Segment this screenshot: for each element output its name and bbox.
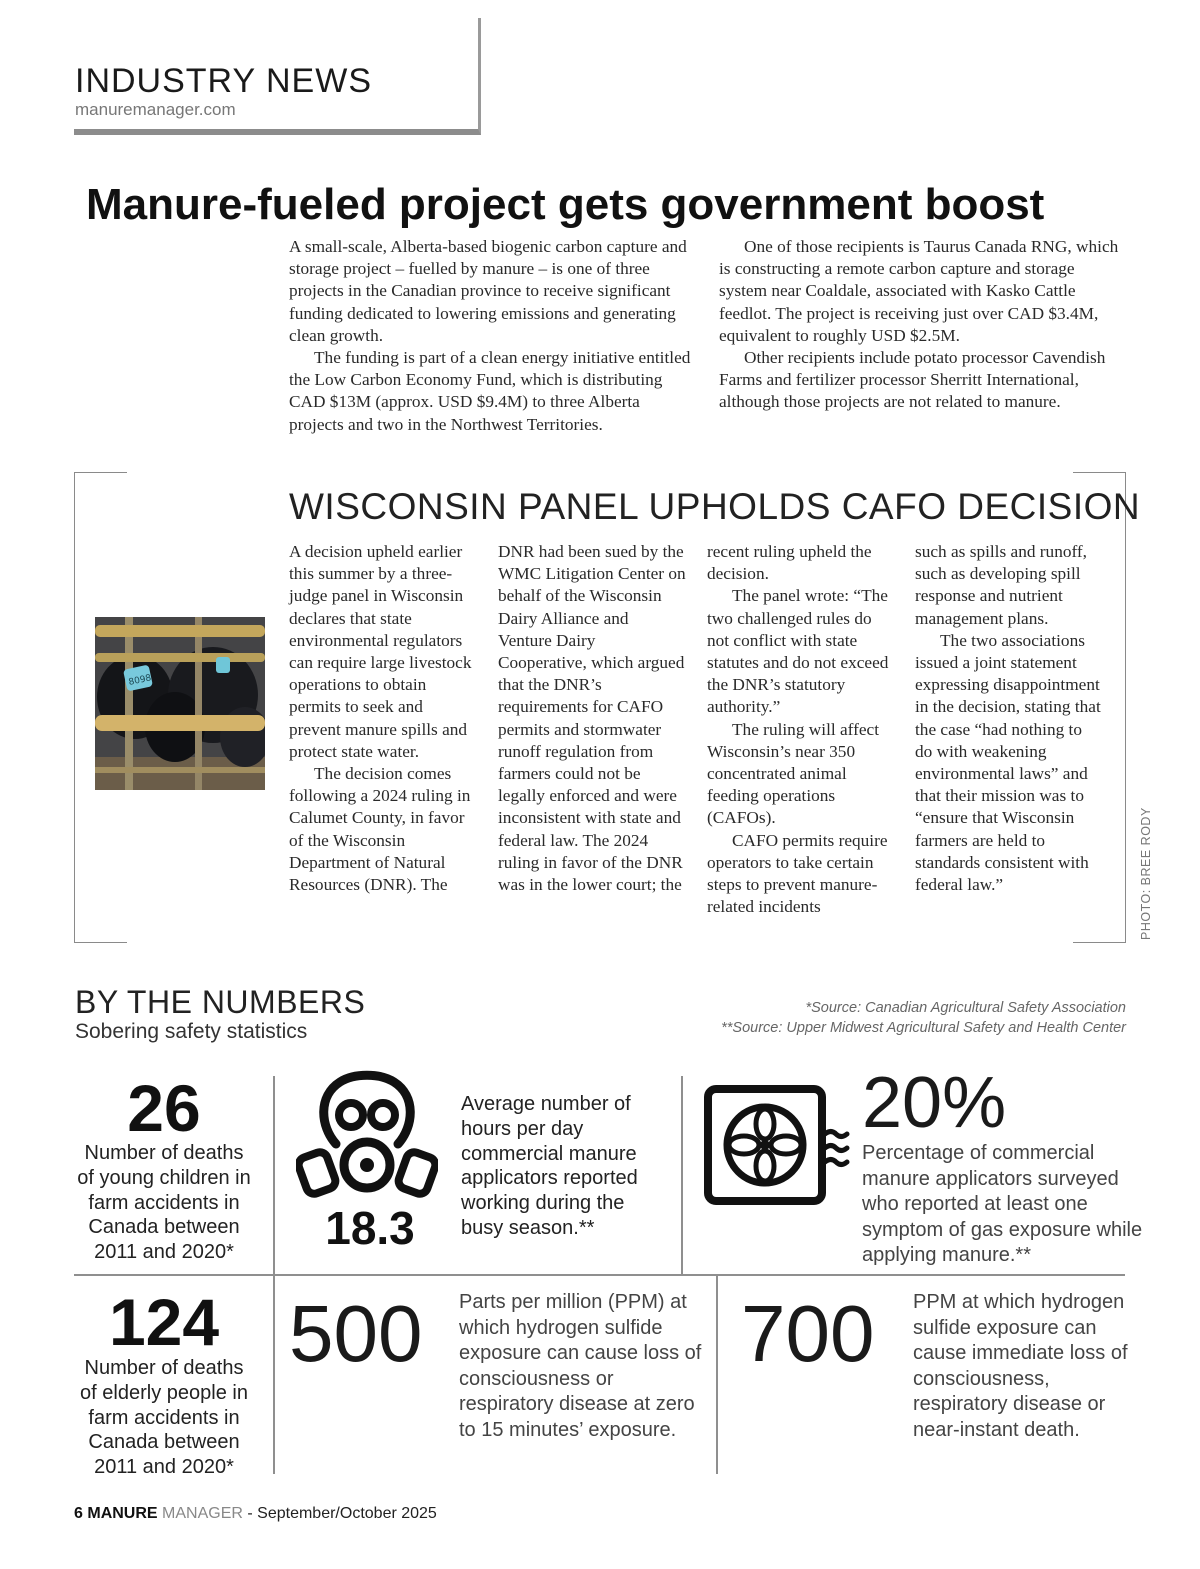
article2-column-1 bbox=[289, 541, 477, 896]
article2-paragraph: The ruling will affect Wisconsin’s near 350 concentrated animal feeding operations (CAFOs). bbox=[707, 719, 880, 828]
photo-credit bbox=[1134, 808, 1164, 940]
page-footer bbox=[74, 1505, 437, 1523]
article2-column-2 bbox=[498, 541, 686, 896]
article2-column-3 bbox=[707, 541, 895, 918]
article2-paragraph: DNR had been sued by the WMC Litigation Center on behalf of the Wisconsin Dairy Alliance and Venture Dairy Cooperative, which argued that the DNR’s requirements for CAFO permits and stormwater runoff regulation from farmers could not be legally enforced and were inconsistent with state and federal law. The 2024 ruling in favor of the DNR was in the lower court; the bbox=[498, 542, 686, 895]
ear-tag-number: 8098 bbox=[127, 673, 153, 688]
magazine-brand-light: MANAGER bbox=[162, 1505, 243, 1522]
stat-value: 700 bbox=[741, 1289, 875, 1378]
article1-paragraph: A small-scale, Alberta-based biogenic carbon capture and storage project – fuelled by manure – is one of three projects in the Canadian province to receive significant funding dedicated to lowering emissions and generating clean growth. bbox=[289, 237, 687, 345]
article2-paragraph: CAFO permits require operators to take certain steps to prevent manure-related incidents bbox=[707, 830, 888, 917]
grid-divider bbox=[716, 1274, 718, 1474]
article2-paragraph: recent ruling upheld the decision. bbox=[707, 542, 872, 584]
grid-divider bbox=[273, 1274, 275, 1474]
article2-paragraph: such as spills and runoff, such as developing spill response and nutrient management plans. bbox=[915, 542, 1087, 628]
page-number: 6 bbox=[74, 1505, 83, 1522]
numbers-title: BY THE NUMBERS bbox=[75, 984, 366, 1020]
grid-divider bbox=[681, 1076, 683, 1274]
grid-divider bbox=[74, 1274, 1125, 1276]
source-note-1: *Source: Canadian Agricultural Safety Association bbox=[805, 1000, 1126, 1016]
stat-value: 18.3 bbox=[325, 1202, 415, 1254]
issue-date: - September/October 2025 bbox=[247, 1505, 437, 1522]
gas-mask-icon bbox=[296, 1070, 438, 1210]
article1-headline: Manure-fueled project gets government boost bbox=[86, 180, 1045, 229]
photo-credit-text: PHOTO: BREE RODY bbox=[1139, 807, 1153, 940]
stat-value: 124 bbox=[108, 1285, 220, 1359]
article2-headline: WISCONSIN PANEL UPHOLDS CAFO DECISION bbox=[289, 486, 1141, 527]
article2-paragraph: A decision upheld earlier this summer by a three-judge panel in Wisconsin declares that state environmental regulators can require large livestock operations to obtain permits to seek and prevent manure spills and protect state water. bbox=[289, 542, 472, 761]
ventilation-fan-icon bbox=[703, 1084, 851, 1206]
stat-description: Number of deaths of young children in farm accidents in Canada between 2011 and 2020* bbox=[77, 1142, 251, 1264]
stat-value: 500 bbox=[289, 1289, 423, 1378]
magazine-brand-bold: MANURE bbox=[87, 1505, 158, 1522]
article2-column-4 bbox=[915, 541, 1103, 896]
stat-value: 26 bbox=[127, 1071, 201, 1145]
stat-description: Average number of hours per day commercial manure applicators reported working during the busy season.** bbox=[461, 1093, 638, 1239]
stat-description: Number of deaths of elderly people in farm accidents in Canada between 2011 and 2020* bbox=[80, 1357, 248, 1479]
article1-paragraph: One of those recipients is Taurus Canada RNG, which is constructing a remote carbon capture and storage system near Coaldale, associated with Kasko Cattle feedlot. The project is receiving just over CAD $3.4M, equivalent to roughly USD $2.5M. bbox=[719, 237, 1119, 345]
calves-photo bbox=[95, 617, 265, 790]
article1-column-2 bbox=[719, 236, 1123, 414]
site-url: manuremanager.com bbox=[75, 100, 236, 119]
article1-column-1 bbox=[289, 236, 691, 436]
stat-value: 20% bbox=[862, 1063, 1007, 1143]
numbers-subtitle: Sobering safety statistics bbox=[75, 1020, 308, 1043]
grid-divider bbox=[273, 1076, 275, 1274]
source-note-2: **Source: Upper Midwest Agricultural Safety and Health Center bbox=[721, 1020, 1126, 1036]
article2-paragraph: The decision comes following a 2024 ruling in Calumet County, in favor of the Wisconsin Department of Natural Resources (DNR). The bbox=[289, 764, 471, 895]
stat-description: Percentage of commercial manure applicators surveyed who reported at least one symptom of gas exposure while applying manure.** bbox=[862, 1142, 1143, 1266]
section-title: INDUSTRY NEWS bbox=[75, 62, 373, 100]
article1-paragraph: Other recipients include potato processor Cavendish Farms and fertilizer processor Sherritt International, although those projects are not related to manure. bbox=[719, 348, 1106, 412]
stat-description: Parts per million (PPM) at which hydrogen sulfide exposure can cause loss of consciousness or respiratory disease at zero to 15 minutes’ exposure. bbox=[459, 1291, 702, 1441]
article2-paragraph: The two associations issued a joint statement expressing disappointment in the decision, stating that the case “had nothing to do with weakening environmental laws” and that their mission was to “ensure that Wisconsin farmers are held to standards consistent with federal law.” bbox=[915, 630, 1101, 895]
article2-paragraph: The panel wrote: “The two challenged rules do not conflict with state statutes and do not exceed the DNR’s statutory authority.” bbox=[707, 586, 889, 717]
article1-paragraph: The funding is part of a clean energy initiative entitled the Low Carbon Economy Fund, which is distributing CAD $13M (approx. USD $9.4M) to three Alberta projects and two in the Northwest Territories. bbox=[289, 348, 691, 434]
stat-description: PPM at which hydrogen sulfide exposure can cause immediate loss of consciousness, respiratory disease or near-instant death. bbox=[913, 1291, 1128, 1441]
